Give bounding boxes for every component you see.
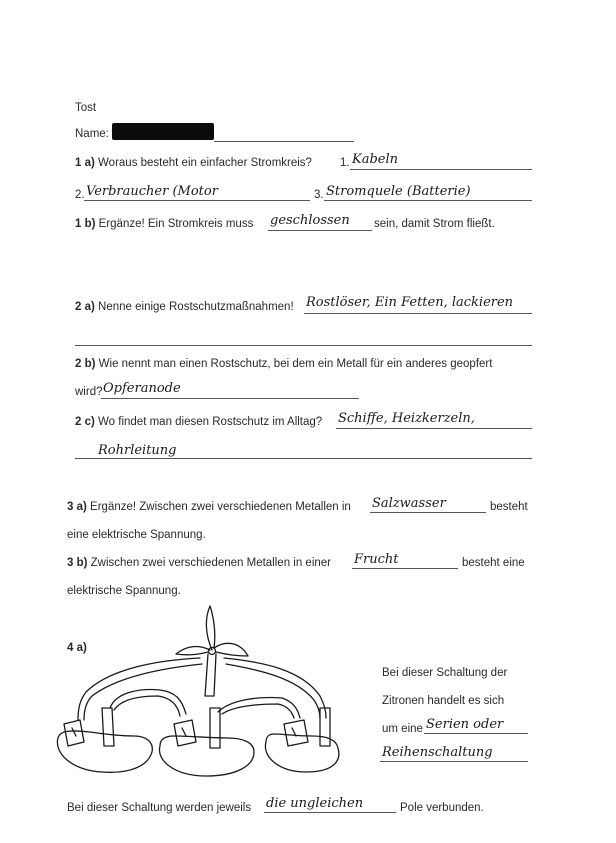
lemon-icon (265, 708, 338, 772)
q3a-line (67, 500, 351, 514)
q1a-question: Woraus besteht ein einfacher Stromkreis? (98, 157, 312, 169)
q2b-answer-line (101, 398, 359, 399)
q4a-answer-underline2 (380, 761, 528, 762)
q3a-answer-line (370, 512, 486, 513)
q1a-item2-num: 2. (75, 189, 85, 201)
q2b-answer: Opferanode (103, 381, 181, 396)
q1a-item1-line (350, 169, 532, 170)
q1b-answer: geschlossen (270, 213, 350, 228)
wire-icon (78, 658, 326, 720)
q4a-text-line2: Zitronen handelt es sich (382, 695, 505, 707)
q4a-number: 4 a) (67, 642, 87, 654)
q1a-line (75, 156, 312, 170)
q4b-answer: die ungleichen (266, 796, 364, 811)
name-line (214, 141, 354, 142)
q1b-line (75, 217, 253, 231)
q4a-answer-line2: Reihenschaltung (382, 745, 493, 760)
q1b-number: 1 b) (75, 218, 96, 230)
q2a-answer: Rostlöser, Ein Fetten, lackieren (306, 295, 514, 310)
q2c-question: Wo findet man diesen Rostschutz im Alltag? (98, 416, 323, 428)
q2a-extra-line (75, 345, 532, 346)
q3b-line (67, 556, 331, 570)
motor-fan-icon (176, 606, 248, 696)
q2c-line (75, 415, 322, 429)
q2a-answer-line (304, 313, 532, 314)
q2c-answer-line1: Schiffe, Heizkerzeln, (338, 411, 475, 426)
q3b-answer: Frucht (354, 552, 399, 567)
q1b-answer-line (268, 230, 372, 231)
q3a-number: 3 a) (67, 501, 87, 513)
q1a-item3-answer: Stromquele (Batterie) (326, 184, 471, 199)
q3a-answer: Salzwasser (372, 496, 446, 511)
q4a-text-line3: um eine (382, 723, 423, 735)
q1a-item1-answer: Kabeln (352, 152, 399, 167)
q3a-text-before: Ergänze! Zwischen zwei verschiedenen Metallen in (90, 501, 351, 513)
lemon-icon (159, 708, 254, 776)
q1b-text-after: sein, damit Strom fließt. (374, 218, 495, 230)
q2b-number: 2 b) (75, 358, 96, 370)
q1a-item2-line (84, 200, 310, 201)
q3b-text-after: besteht eine (462, 557, 525, 569)
q3a-text-line2: eine elektrische Spannung. (67, 529, 206, 541)
lemon-icon (57, 708, 152, 772)
q2c-answer-underline2 (75, 458, 532, 459)
q3b-number: 3 b) (67, 557, 88, 569)
q2a-number: 2 a) (75, 301, 95, 313)
q1a-item1-num: 1. (340, 157, 350, 169)
q1a-item2-answer: Verbraucher (Motor (86, 184, 218, 199)
q4a-text-line1: Bei dieser Schaltung der (382, 667, 508, 679)
q3a-text-after: besteht (490, 501, 528, 513)
q3b-text-before: Zwischen zwei verschiedenen Metallen in einer (90, 557, 331, 569)
redacted-name (112, 123, 214, 140)
q1b-text-before: Ergänze! Ein Stromkreis muss (98, 218, 254, 230)
lemon-battery-drawing (50, 596, 340, 796)
name-label: Name: (75, 128, 109, 140)
q4a-answer-underline1 (424, 733, 528, 734)
q2b-question-line1: Wie nennt man einen Rostschutz, bei dem ein Metall für ein anderes geopfert (98, 358, 493, 370)
q4b-answer-line (264, 812, 396, 813)
q1a-item3-line (324, 200, 532, 201)
q4b-text-before: Bei dieser Schaltung werden jeweils (67, 802, 252, 814)
q3b-answer-line (352, 568, 458, 569)
q4a-answer-line1: Serien oder (426, 717, 504, 732)
q4b-text-after: Pole verbunden. (400, 802, 484, 814)
q2b-question-line2: wird? (75, 386, 103, 398)
q2c-answer-underline1 (336, 428, 532, 429)
q2a-question: Nenne einige Rostschutzmaßnahmen! (98, 301, 294, 313)
q2c-answer-line2: Rohrleitung (98, 443, 177, 458)
q1a-number: 1 a) (75, 157, 95, 169)
q1a-item3-num: 3. (314, 189, 324, 201)
q2a-line (75, 300, 294, 314)
doc-title: Tost (75, 102, 97, 114)
q3b-text-line2: elektrische Spannung. (67, 585, 181, 597)
q2c-number: 2 c) (75, 416, 95, 428)
q2b-line1 (75, 357, 492, 371)
